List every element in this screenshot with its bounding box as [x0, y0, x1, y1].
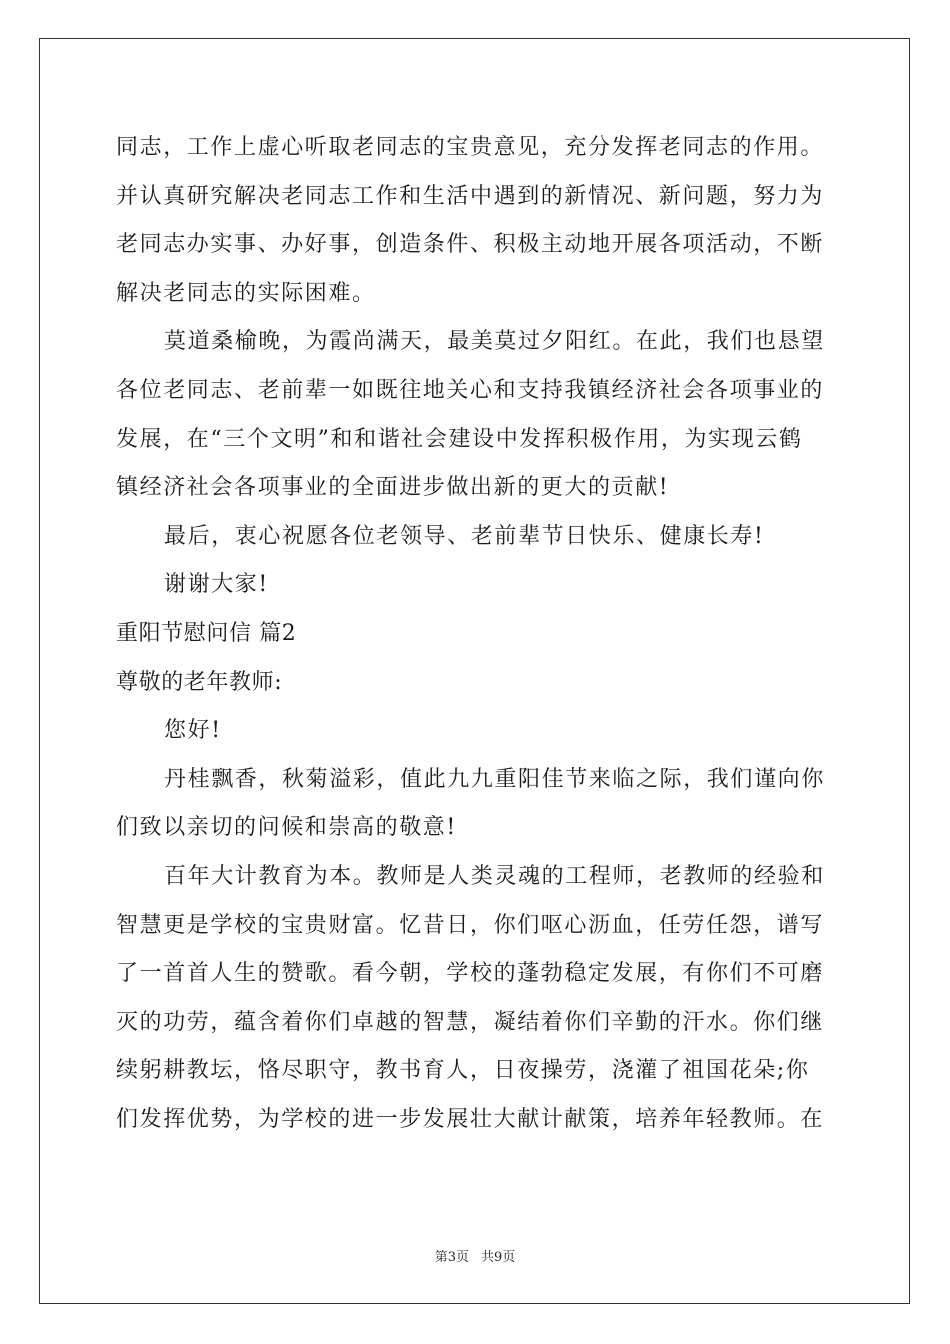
paragraph-line: 百年大计教育为本。教师是人类灵魂的工程师，老教师的经验和: [164, 863, 825, 889]
paragraph-line: 解决老同志的实际困难。: [116, 280, 376, 306]
page-total: 共9页: [481, 1250, 516, 1265]
paragraph-line: 莫道桑榆晚，为霞尚满天，最美莫过夕阳红。在此，我们也恳望: [164, 329, 825, 355]
paragraph-line: 并认真研究解决老同志工作和生活中遇到的新情况、新问题，努力为: [116, 183, 825, 209]
paragraph-line: 了一首首人生的赞歌。看今朝，学校的蓬勃稳定发展，有你们不可磨: [116, 961, 825, 987]
paragraph-line: 智慧更是学校的宝贵财富。忆昔日，你们呕心沥血，任劳任怨，谱写: [116, 912, 825, 938]
paragraph-line: 老同志办实事、办好事，创造条件、积极主动地开展各项活动，不断: [116, 232, 825, 258]
paragraph-line: 们致以亲切的问候和崇高的敬意!: [116, 815, 457, 841]
page-footer: [0, 1246, 950, 1265]
paragraph-line: 丹桂飘香，秋菊溢彩，值此九九重阳佳节来临之际，我们谨向你: [164, 766, 825, 792]
paragraph-line: 灭的功劳，蕴含着你们卓越的智慧，凝结着你们辛勤的汗水。你们继: [116, 1009, 825, 1035]
paragraph-line: 镇经济社会各项事业的全面进步做出新的更大的贡献!: [116, 475, 670, 501]
paragraph-line: 各位老同志、老前辈一如既往地关心和支持我镇经济社会各项事业的: [116, 377, 825, 403]
closing-line: 谢谢大家!: [164, 572, 269, 598]
paragraph-line: 们发挥优势，为学校的进一步发展壮大献计献策，培养年轻教师。在: [116, 1106, 825, 1132]
page-number: 第3页: [434, 1250, 469, 1265]
paragraph-line: 发展，在“三个文明”和和谐社会建设中发挥积极作用，为实现云鹤: [116, 426, 803, 452]
section-heading: 重阳节慰问信 篇2: [116, 620, 297, 646]
document-body: [116, 124, 836, 1144]
salutation: 尊敬的老年教师:: [116, 669, 283, 695]
paragraph-line: 同志，工作上虚心听取老同志的宝贵意见，充分发挥老同志的作用。: [116, 135, 825, 160]
paragraph-line: 最后，衷心祝愿各位老领导、老前辈节日快乐、健康长寿!: [164, 523, 765, 549]
greeting: 您好!: [164, 718, 222, 744]
paragraph-line: 续躬耕教坛，恪尽职守，教书育人，日夜操劳，浇灌了祖国花朵;你: [116, 1058, 810, 1084]
